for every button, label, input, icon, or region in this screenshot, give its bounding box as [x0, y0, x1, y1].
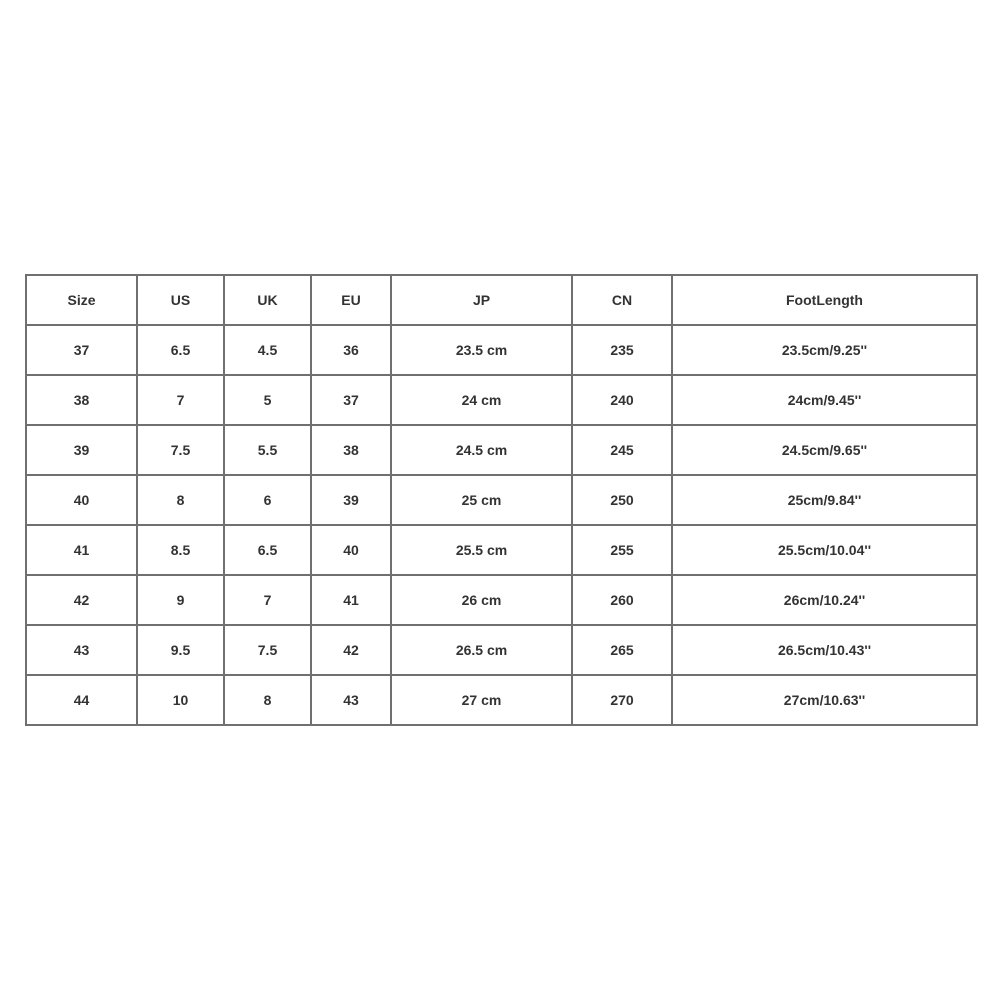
cell-eu: 36	[311, 325, 391, 375]
cell-us: 9.5	[137, 625, 224, 675]
cell-cn: 250	[572, 475, 672, 525]
header-jp: JP	[391, 275, 572, 325]
table-row	[26, 375, 977, 425]
size-chart-table	[25, 274, 978, 726]
header-us: US	[137, 275, 224, 325]
table-row	[26, 325, 977, 375]
table-row	[26, 575, 977, 625]
cell-jp: 26 cm	[391, 575, 572, 625]
cell-foot-length: 27cm/10.63''	[672, 675, 977, 725]
cell-size: 40	[26, 475, 137, 525]
cell-us: 10	[137, 675, 224, 725]
cell-eu: 42	[311, 625, 391, 675]
cell-uk: 6	[224, 475, 311, 525]
table-row	[26, 425, 977, 475]
cell-us: 8	[137, 475, 224, 525]
cell-uk: 6.5	[224, 525, 311, 575]
cell-uk: 5.5	[224, 425, 311, 475]
cell-us: 7.5	[137, 425, 224, 475]
cell-eu: 37	[311, 375, 391, 425]
cell-foot-length: 24.5cm/9.65''	[672, 425, 977, 475]
header-foot-length: FootLength	[672, 275, 977, 325]
cell-jp: 24.5 cm	[391, 425, 572, 475]
cell-eu: 43	[311, 675, 391, 725]
cell-eu: 41	[311, 575, 391, 625]
cell-foot-length: 25.5cm/10.04''	[672, 525, 977, 575]
cell-cn: 240	[572, 375, 672, 425]
cell-size: 42	[26, 575, 137, 625]
cell-size: 37	[26, 325, 137, 375]
table-row	[26, 675, 977, 725]
cell-cn: 245	[572, 425, 672, 475]
cell-uk: 7.5	[224, 625, 311, 675]
cell-size: 38	[26, 375, 137, 425]
cell-eu: 40	[311, 525, 391, 575]
cell-jp: 26.5 cm	[391, 625, 572, 675]
cell-eu: 39	[311, 475, 391, 525]
cell-foot-length: 25cm/9.84''	[672, 475, 977, 525]
header-uk: UK	[224, 275, 311, 325]
cell-jp: 23.5 cm	[391, 325, 572, 375]
cell-jp: 25 cm	[391, 475, 572, 525]
cell-cn: 260	[572, 575, 672, 625]
cell-us: 6.5	[137, 325, 224, 375]
cell-uk: 4.5	[224, 325, 311, 375]
cell-cn: 235	[572, 325, 672, 375]
cell-jp: 25.5 cm	[391, 525, 572, 575]
cell-size: 39	[26, 425, 137, 475]
cell-jp: 24 cm	[391, 375, 572, 425]
table-row	[26, 625, 977, 675]
cell-foot-length: 26cm/10.24''	[672, 575, 977, 625]
cell-eu: 38	[311, 425, 391, 475]
cell-size: 44	[26, 675, 137, 725]
cell-us: 8.5	[137, 525, 224, 575]
header-row	[26, 275, 977, 325]
cell-us: 7	[137, 375, 224, 425]
cell-uk: 5	[224, 375, 311, 425]
cell-cn: 255	[572, 525, 672, 575]
cell-uk: 8	[224, 675, 311, 725]
cell-us: 9	[137, 575, 224, 625]
cell-foot-length: 23.5cm/9.25''	[672, 325, 977, 375]
table-row	[26, 525, 977, 575]
table-row	[26, 475, 977, 525]
cell-cn: 270	[572, 675, 672, 725]
cell-uk: 7	[224, 575, 311, 625]
cell-foot-length: 26.5cm/10.43''	[672, 625, 977, 675]
cell-jp: 27 cm	[391, 675, 572, 725]
header-size: Size	[26, 275, 137, 325]
header-cn: CN	[572, 275, 672, 325]
cell-size: 43	[26, 625, 137, 675]
cell-foot-length: 24cm/9.45''	[672, 375, 977, 425]
cell-size: 41	[26, 525, 137, 575]
cell-cn: 265	[572, 625, 672, 675]
header-eu: EU	[311, 275, 391, 325]
